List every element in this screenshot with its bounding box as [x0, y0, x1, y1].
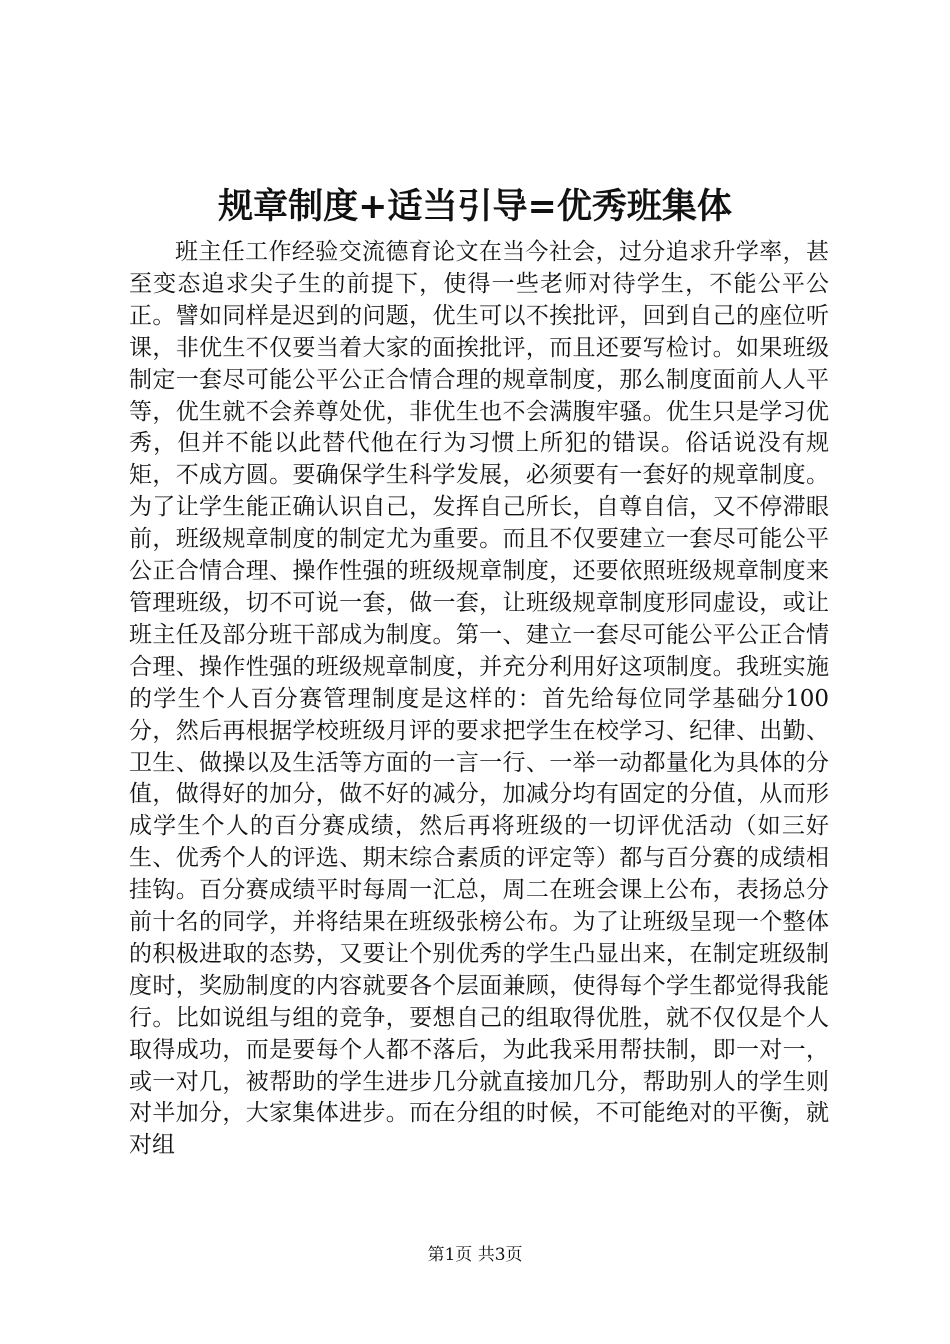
document-body-paragraph: 班主任工作经验交流德育论文在当今社会，过分追求升学率，甚至变态追求尖子生的前提下，使得一些老师对待学生，不能公平公正。譬如同样是迟到的问题，优生可以不挨批评，回到自己的座位听课，非优生不仅要当着大家的面挨批评，而且还要写检讨。如果班级制定一套尽可能公平公正合情合理的规章制度，那么制度面前人人平等，优生就不会养尊处优，非优生也不会满腹牢骚。优生只是学习优秀，但并不能以此替代他在行为习惯上所犯的错误。俗话说没有规矩，不成方圆。要确保学生科学发展，必须要有一套好的规章制度。为了让学生能正确认识自己，发挥自己所长，自尊自信，又不停滞眼前，班级规章制度的制定尤为重要。而且不仅要建立一套尽可能公平公正合情合理、操作性强的班级规章制度，还要依照班级规章制度来管理班级，切不可说一套，做一套，让班级规章制度形同虚设，或让班主任及部分班干部成为制度。第一、建立一套尽可能公平公正合情合理、操作性强的班级规章制度，并充分利用好这项制度。我班实施的学生个人百分赛管理制度是这样的：首先给每位同学基础分100分，然后再根据学校班级月评的要求把学生在校学习、纪律、出勤、卫生、做操以及生活等方面的一言一行、一举一动都量化为具体的分值，做得好的加分，做不好的减分，加减分均有固定的分值，从而形成学生个人的百分赛成绩，然后再将班级的一切评优活动（如三好生、优秀个人的评选、期末综合素质的评定等）都与百分赛的成绩相挂钩。百分赛成绩平时每周一汇总，周二在班会课上公布，表扬总分前十名的同学，并将结果在班级张榜公布。为了让班级呈现一个整体的积极进取的态势，又要让个别优秀的学生凸显出来，在制定班级制度时，奖励制度的内容就要各个层面兼顾，使得每个学生都觉得我能行。比如说组与组的竞争，要想自己的组取得优胜，就不仅仅是个人取得成功，而是要每个人都不落后，为此我采用帮扶制，即一对一，或一对几，被帮助的学生进步几分就直接加几分，帮助别人的学生则对半加分，大家集体进步。而在分组的时候，不可能绝对的平衡，就对组: [129, 239, 829, 1159]
document-title: 规章制度+适当引导=优秀班集体: [218, 187, 732, 227]
page-number-footer: 第1页 共3页: [427, 1245, 523, 1265]
